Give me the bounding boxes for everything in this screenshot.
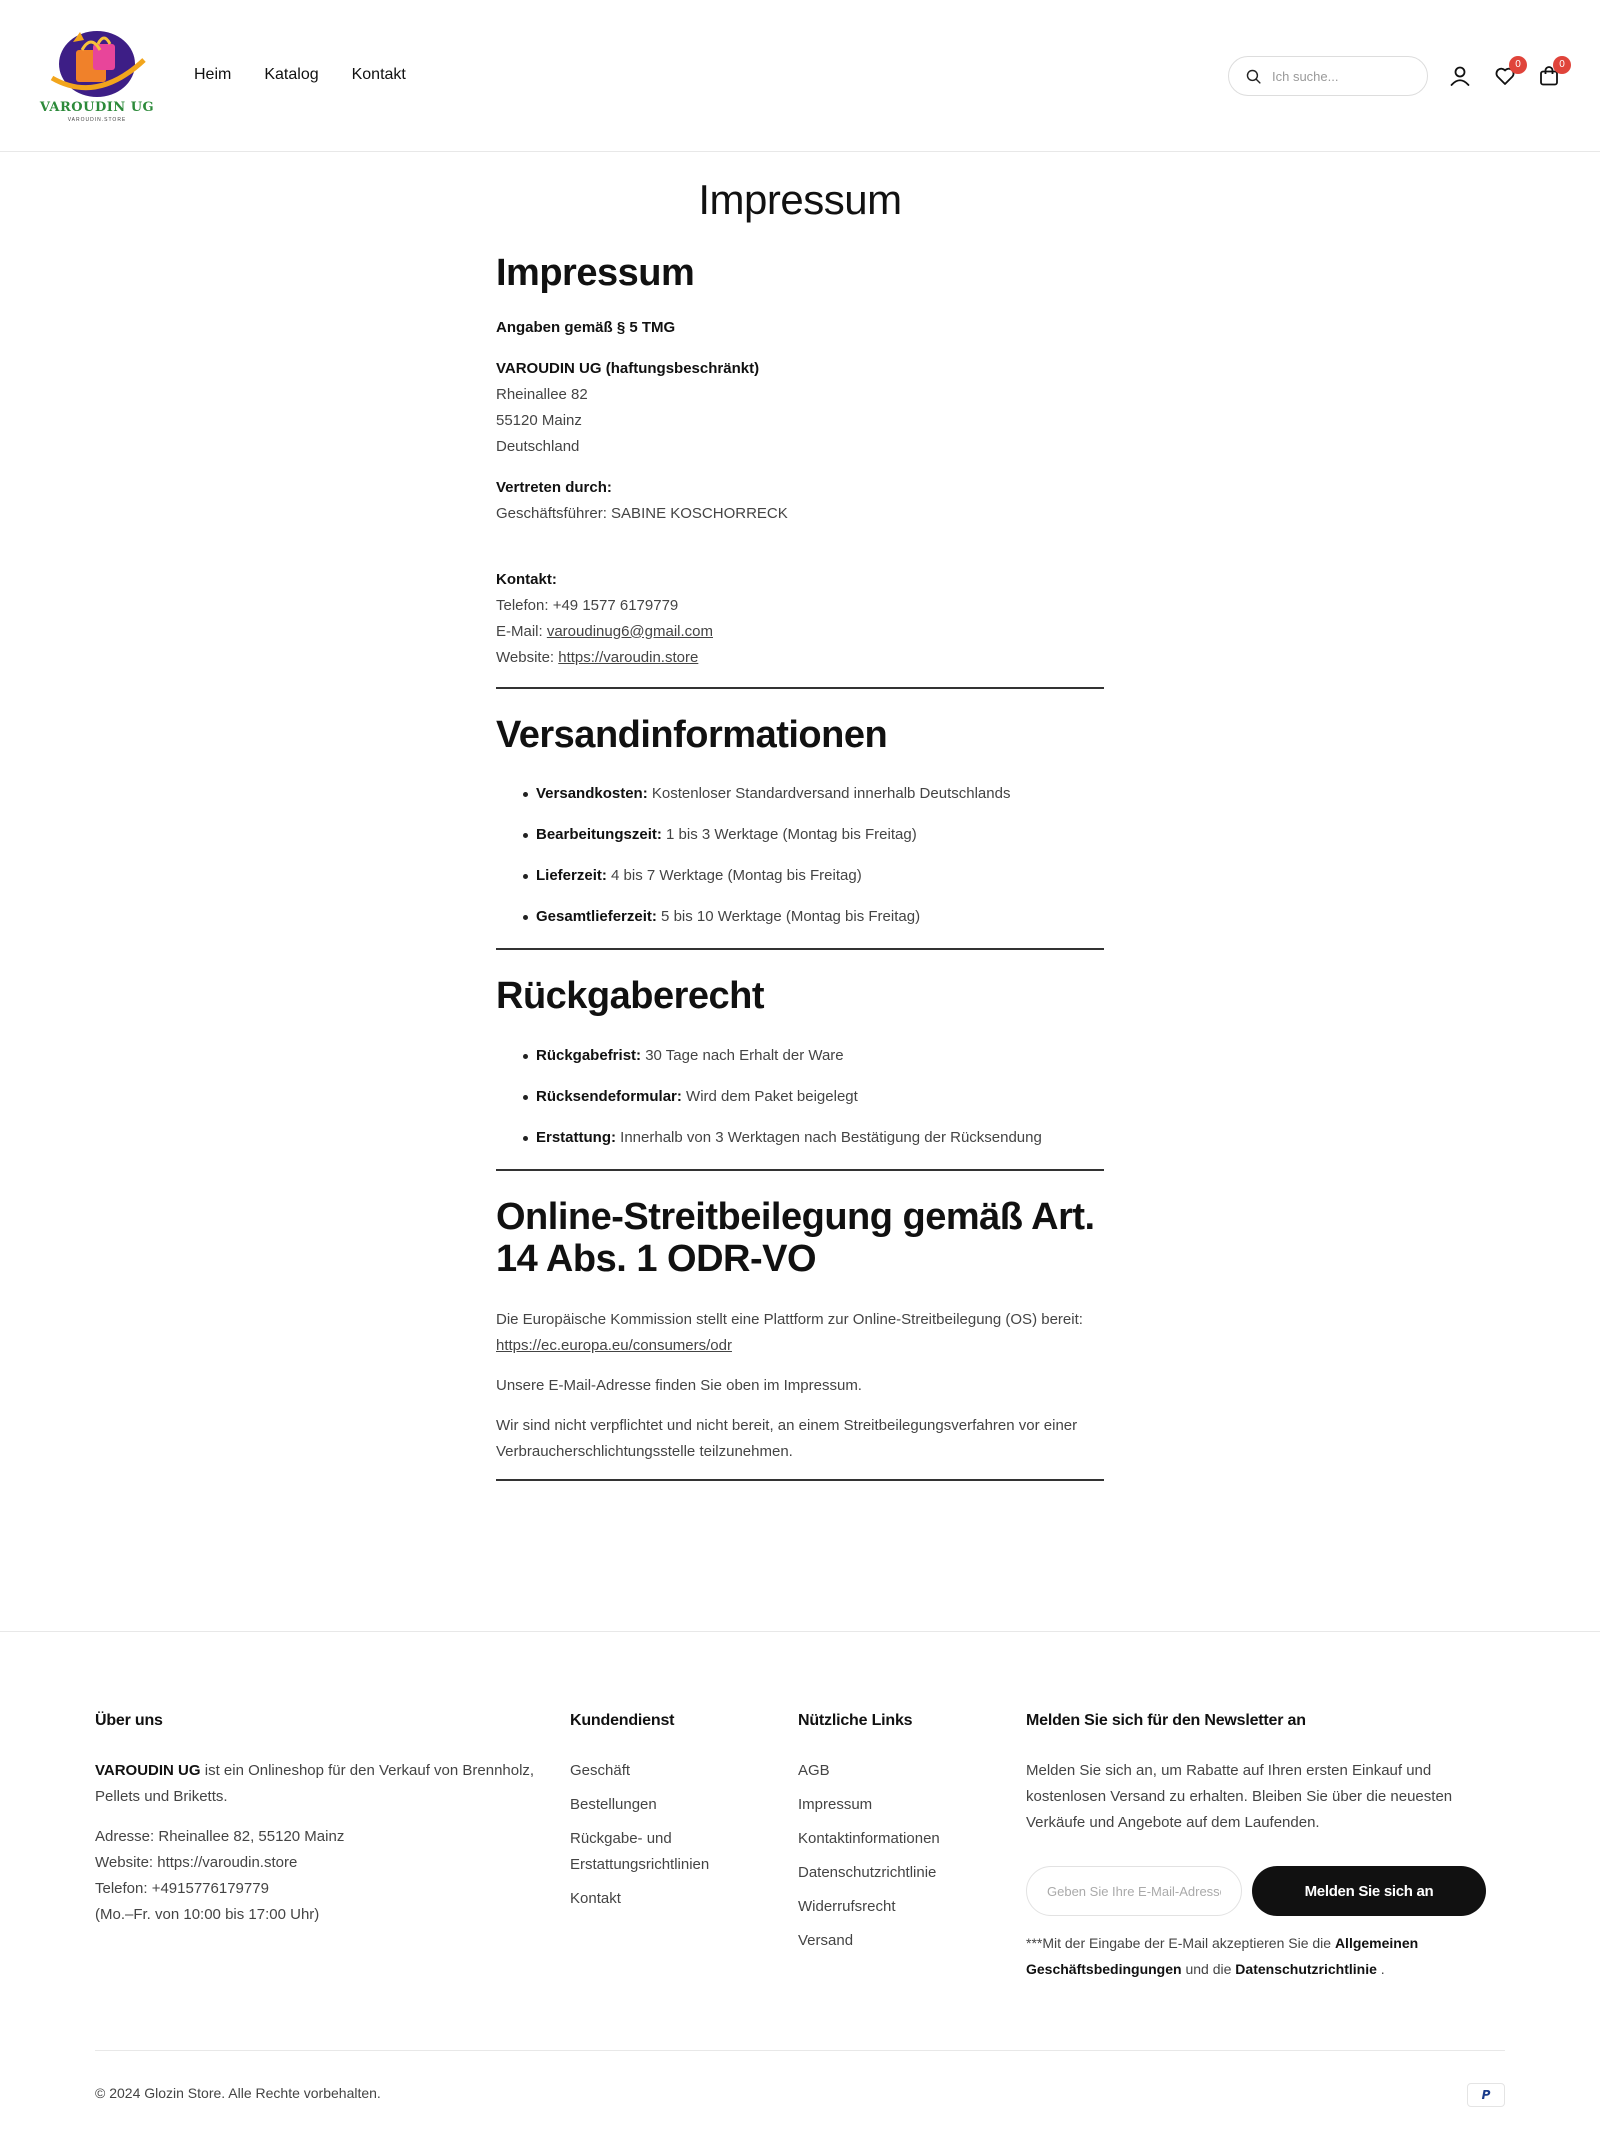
account-button[interactable] [1448, 64, 1472, 88]
footer-link-bestellungen[interactable]: Bestellungen [570, 1796, 657, 1813]
divider [496, 1169, 1104, 1171]
odr-paragraph: Die Europäische Kommission stellt eine Plattform zur Online-Streitbeilegung (OS) bereit: https://ec.europa.eu/consumers/odr [496, 1310, 1083, 1354]
address-street: Rheinallee 82 [496, 385, 588, 403]
main-content [496, 252, 1104, 1481]
shipping-heading: Versandinformationen [496, 713, 888, 756]
odr-email-note: Unsere E-Mail-Adresse finden Sie oben im Impressum. [496, 1376, 862, 1394]
terms-link[interactable]: Allgemeinen Geschäftsbedingungen [1026, 1935, 1419, 1977]
list-item: Rücksendeformular: Wird dem Paket beigelegt [496, 1087, 1104, 1107]
impressum-heading: Impressum [496, 252, 695, 294]
footer-service-heading: Kundendienst [570, 1712, 675, 1729]
footer-link-rueckgabe[interactable]: Rückgabe- und Erstattungsrichtlinien [570, 1830, 710, 1873]
address-country: Deutschland [496, 437, 580, 455]
site-header [0, 0, 1600, 152]
list-item: Rückgabefrist: 30 Tage nach Erhalt der Ware [496, 1046, 1104, 1066]
logo-emblem-icon [38, 24, 156, 100]
tmg-label: Angaben gemäß § 5 TMG [496, 318, 676, 336]
odr-heading: Online-Streitbeilegung gemäß Art. 14 Abs. 1 ODR-VO [496, 1195, 1095, 1281]
footer-about-heading: Über uns [95, 1712, 163, 1729]
wishlist-button[interactable] [1493, 59, 1521, 88]
footer-website: Website: https://varoudin.store [95, 1854, 298, 1871]
footer-service [570, 1712, 750, 1920]
divider [496, 687, 1104, 689]
footer-link-kontakt[interactable]: Kontakt [570, 1890, 621, 1907]
contact-info [496, 567, 1104, 671]
contact-website-link[interactable]: https://varoudin.store [558, 648, 699, 666]
cart-button[interactable] [1537, 59, 1565, 88]
footer-useful-links [798, 1758, 998, 1954]
store-logo[interactable] [38, 24, 156, 130]
search-icon[interactable] [1245, 68, 1262, 85]
footer-newsletter [1026, 1712, 1496, 1982]
divider [496, 1479, 1104, 1481]
represented-label: Vertreten durch: [496, 478, 612, 496]
search-input[interactable] [1272, 69, 1412, 84]
footer-divider [0, 1631, 1600, 1632]
footer-link-impressum[interactable]: Impressum [798, 1796, 873, 1813]
odr-disclaimer: Wir sind nicht verpflichtet und nicht bereit, an einem Streitbeilegungsverfahren vor einer Verbraucherschlichtungsstelle teilzunehmen. [496, 1416, 1078, 1460]
address-city: 55120 Mainz [496, 411, 582, 429]
contact-label: Kontakt: [496, 570, 557, 588]
managing-director: Geschäftsführer: SABINE KOSCHORRECK [496, 504, 788, 522]
footer-phone: Telefon: +4915776179779 [95, 1880, 269, 1897]
footer-hours: (Mo.–Fr. von 10:00 bis 17:00 Uhr) [95, 1906, 320, 1923]
contact-email-link[interactable]: varoudinug6@gmail.com [546, 622, 713, 640]
nav-link-kontakt[interactable]: Kontakt [351, 66, 406, 83]
newsletter-heading: Melden Sie sich für den Newsletter an [1026, 1712, 1306, 1729]
page-title: Impressum [698, 176, 902, 223]
newsletter-consent: ***Mit der Eingabe der E-Mail akzeptieren Sie die Allgemeinen Geschäftsbedingungen und die Datenschutzrichtlinie . [1026, 1935, 1419, 1977]
company-address [496, 356, 1104, 460]
newsletter-text: Melden Sie sich an, um Rabatte auf Ihren ersten Einkauf und kostenlosen Versand zu erhalten. Bleiben Sie über die neuesten Verkäufe und Angebote auf dem Laufenden. [1026, 1762, 1453, 1831]
newsletter-email-input[interactable] [1026, 1866, 1242, 1916]
footer-link-kontaktinformationen[interactable]: Kontaktinformationen [798, 1830, 940, 1847]
main-nav [194, 66, 406, 84]
cart-count-badge: 0 [1553, 56, 1571, 74]
newsletter-subscribe-button[interactable]: Melden Sie sich an [1252, 1866, 1486, 1916]
list-item: Versandkosten: Kostenloser Standardversand innerhalb Deutschlands [496, 784, 1104, 804]
list-item: Bearbeitungszeit: 1 bis 3 Werktage (Montag bis Freitag) [496, 825, 1104, 845]
odr-link[interactable]: https://ec.europa.eu/consumers/odr [496, 1336, 732, 1354]
contact-phone: Telefon: +49 1577 6179779 [496, 596, 679, 614]
footer-bottom-divider [95, 2050, 1505, 2051]
footer-useful [798, 1712, 998, 1962]
footer-link-widerrufsrecht[interactable]: Widerrufsrecht [798, 1898, 896, 1915]
represented-by [496, 475, 1104, 527]
logo-subtext: VAROUDIN.STORE [67, 117, 127, 123]
footer-link-agb[interactable]: AGB [798, 1762, 830, 1779]
list-item: Erstattung: Innerhalb von 3 Werktagen nach Bestätigung der Rücksendung [496, 1128, 1104, 1148]
shipping-list [496, 784, 1104, 927]
logo-text: VAROUDIN UG [39, 100, 155, 115]
footer-brand: VAROUDIN UG [95, 1762, 201, 1779]
divider [496, 948, 1104, 950]
paypal-icon: P [1467, 2083, 1505, 2107]
newsletter-form [1026, 1866, 1496, 1916]
wishlist-count-badge: 0 [1509, 56, 1527, 74]
returns-list [496, 1046, 1104, 1148]
footer-about [95, 1712, 545, 1928]
footer-link-geschaeft[interactable]: Geschäft [570, 1762, 631, 1779]
nav-link-katalog[interactable]: Katalog [264, 66, 319, 83]
returns-heading: Rückgaberecht [496, 975, 765, 1018]
footer-link-versand[interactable]: Versand [798, 1932, 854, 1949]
list-item: Gesamtlieferzeit: 5 bis 10 Werktage (Montag bis Freitag) [496, 907, 1104, 927]
company-name: VAROUDIN UG (haftungsbeschränkt) [496, 359, 760, 377]
footer-contact-details [95, 1824, 545, 1928]
search-box[interactable] [1228, 56, 1428, 96]
footer-address: Adresse: Rheinallee 82, 55120 Mainz [95, 1828, 345, 1845]
footer-useful-heading: Nützliche Links [798, 1712, 913, 1729]
nav-link-heim[interactable]: Heim [194, 66, 232, 83]
copyright-text: © 2024 Glozin Store. Alle Rechte vorbehalten. [95, 2085, 381, 2101]
privacy-link[interactable]: Datenschutzrichtlinie [1235, 1961, 1377, 1977]
footer-service-links [570, 1758, 750, 1912]
website-prefix: Website: [496, 648, 559, 666]
footer-about-description: VAROUDIN UG ist ein Onlineshop für den Verkauf von Brennholz, Pellets und Briketts. [95, 1762, 535, 1805]
footer-link-datenschutz[interactable]: Datenschutzrichtlinie [798, 1864, 937, 1881]
user-icon[interactable] [1448, 64, 1472, 88]
list-item: Lieferzeit: 4 bis 7 Werktage (Montag bis Freitag) [496, 866, 1104, 886]
email-prefix: E-Mail: [496, 622, 547, 640]
